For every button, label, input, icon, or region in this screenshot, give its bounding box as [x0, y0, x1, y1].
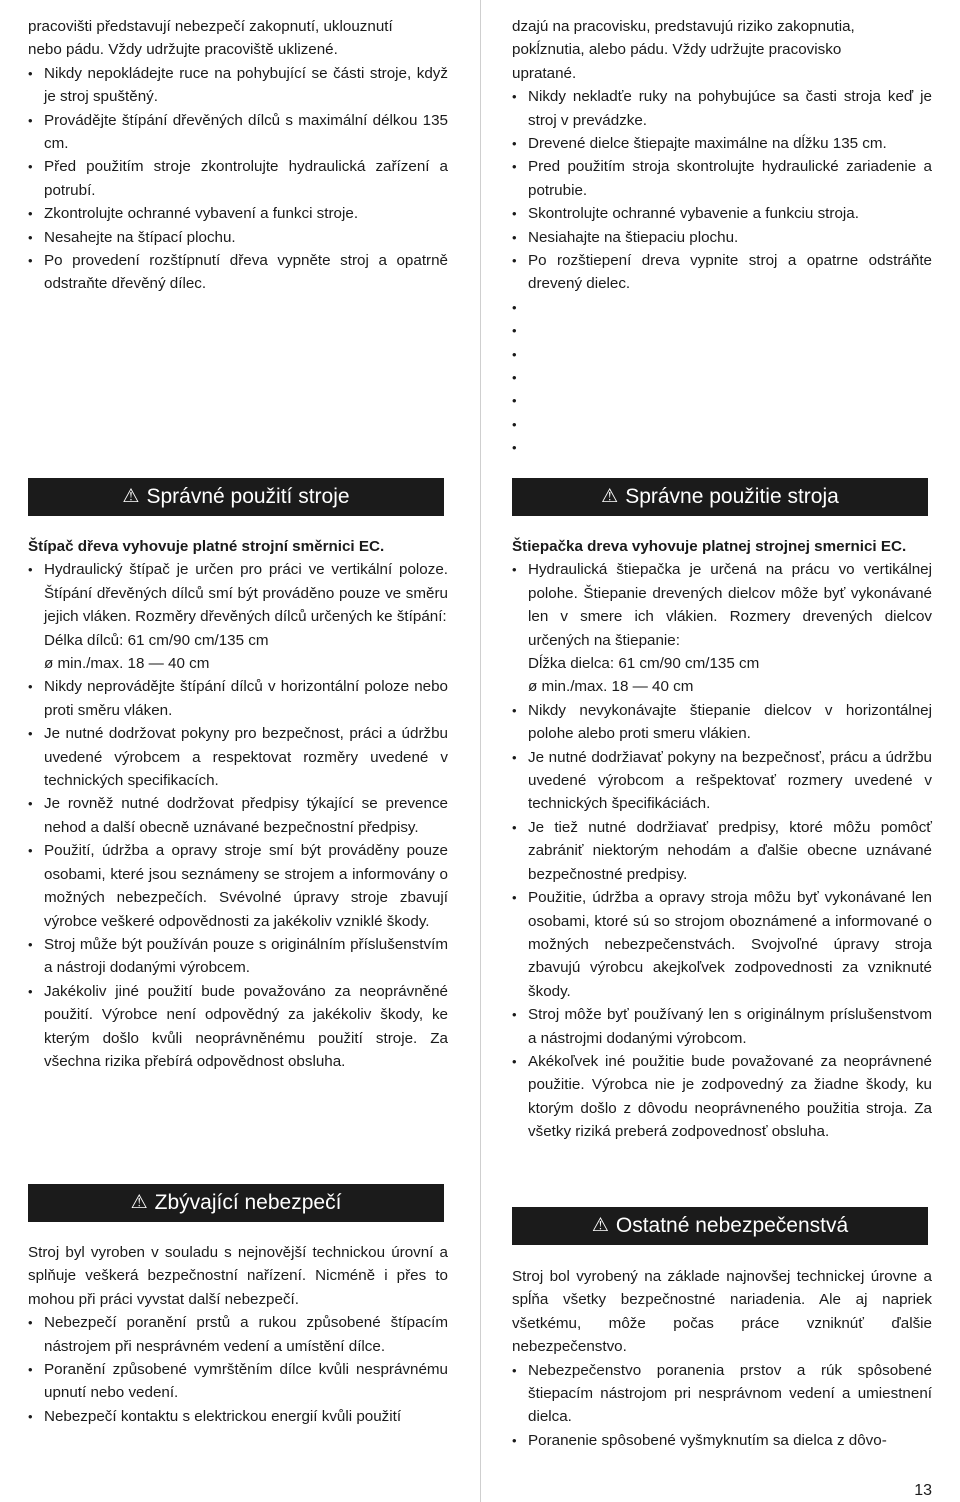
column-czech [28, 0, 448, 1425]
empty-bullet [512, 413, 932, 436]
risk-list [512, 1359, 932, 1453]
section-heading-text: Správne použitie stroja [625, 485, 839, 508]
dimension-diameter: ø min./max. 18 — 40 cm [528, 678, 694, 696]
empty-bullet [512, 343, 932, 366]
intro-line: nebo pádu. Vždy udržujte pracoviště uklizené. [28, 41, 338, 59]
list-item: • Po rozštiepení dreva vypnite stroj a opatrne odstráňte drevený dielec. [512, 249, 932, 296]
proper-use-list [512, 558, 932, 1143]
empty-bullet [512, 389, 932, 412]
risk-list [28, 1311, 448, 1428]
intro-line: pracovišti představují nebezpečí zakopnutí, uklouznutí [28, 18, 393, 35]
proper-use-section [512, 535, 932, 1144]
list-item: • Je nutné dodržovat pokyny pro bezpečnost, práci a údržbu uvedené výrobcem a respektovat rozměry uvedené v technických specifikacích. [28, 722, 448, 792]
list-item: • Skontrolujte ochranné vybavenie a funkciu stroja. [512, 202, 932, 225]
empty-bullet-list [512, 296, 932, 460]
section-heading-residual-risks [28, 1184, 444, 1222]
list-item: • Nebezpečenstvo poranenia prstov a rúk spôsobené štiepacím nástrojom pri nesprávnom vedení a umiestnení dielca. [512, 1359, 932, 1429]
list-item: • Jakékoliv jiné použití bude považováno za neoprávněné použití. Výrobce není odpovědný za jakékoliv škody, ke kterým došlo kvůli neoprávněnému použití stroje. Za všechna rizika přebírá odpovědnost obsluha. [28, 980, 448, 1074]
list-item: • Nesahejte na štípací plochu. [28, 226, 448, 249]
residual-risks-section [512, 1265, 932, 1452]
list-item: • Nikdy nepokládejte ruce na pohybující se části stroje, když je stroj spuštěný. [28, 62, 448, 109]
list-item: • Drevené dielce štiepajte maximálne na dĺžku 135 cm. [512, 132, 932, 155]
column-divider [480, 0, 481, 1502]
page-number: 13 [914, 1482, 932, 1499]
list-item: • Zkontrolujte ochranné vybavení a funkci stroje. [28, 202, 448, 225]
intro-bullet-list [512, 85, 932, 296]
intro-line: dzajú na pracovisku, predstavujú riziko zakopnutia, [512, 18, 855, 35]
section-heading-residual-risks [512, 1207, 928, 1245]
column-slovak [512, 0, 932, 1449]
empty-bullet [512, 296, 932, 319]
list-item: • Použití, údržba a opravy stroje smí být prováděny pouze osobami, které jsou seznámeny se strojem a informovány o možných nebezpečích. Svévolné úpravy stroje zbavují výrobce veškeré odpovědnosti za jakékoliv vzniklé škody. [28, 839, 448, 933]
list-item: • Po provedení rozštípnutí dřeva vypněte stroj a opatrně odstraňte dřevěný dílec. [28, 249, 448, 296]
list-item: • Poranění způsobené vymrštěním dílce kvůli nesprávnému upnutí nebo vedení. [28, 1358, 448, 1405]
section-heading-text: Ostatné nebezpečenstvá [615, 1214, 849, 1237]
list-item: • Nesiahajte na štiepaciu plochu. [512, 226, 932, 249]
intro-line: upratané. [512, 64, 577, 82]
list-item: • Použitie, údržba a opravy stroja môžu byť vykonávané len osobami, ktoré sú so strojom oboznámené a informované o možných nebezpečenstvách. Svojvoľné úpravy stroja zbavujú výrobcu akejkoľvek zodpovednosti za vzniknuté škody. [512, 886, 932, 1003]
empty-bullet [512, 436, 932, 459]
list-item [512, 558, 932, 698]
section-heading-proper-use [28, 478, 444, 516]
list-item: • Nikdy nekladťe ruky na pohybujúce sa časti stroja keď je stroj v prevádzke. [512, 85, 932, 132]
intro-bullet-list [28, 62, 448, 296]
list-item: • Stroj môže byť používaný len s originálnym príslušenstvom a nástrojmi dodanými výrobcom. [512, 1003, 932, 1050]
proper-use-section [28, 535, 448, 1073]
dimension-length: Délka dílců: 61 cm/90 cm/135 cm [44, 631, 269, 649]
dimension-length: Dĺžka dielca: 61 cm/90 cm/135 cm [528, 655, 760, 673]
list-item: • Nebezpečí kontaktu s elektrickou energií kvůli použití [28, 1405, 448, 1428]
list-item: • Nikdy neprovádějte štípání dílců v horizontální poloze nebo proti směru vláken. [28, 675, 448, 722]
section-heading-text: Správné použití stroje [146, 485, 350, 508]
lead-text: Štípač dřeva vyhovuje platné strojní směrnici EC. [28, 538, 385, 555]
warning-icon: ⚠ [130, 1191, 148, 1213]
list-item: • Nebezpečí poranění prstů a rukou způsobené štípacím nástrojem při nesprávném vedení a umístění dílce. [28, 1311, 448, 1358]
list-item: • Pred použitím stroja skontrolujte hydraulické zariadenie a potrubie. [512, 155, 932, 202]
list-item [28, 558, 448, 675]
section-heading-text: Zbývající nebezpečí [154, 1191, 342, 1214]
intro-line: pokĺznutia, alebo pádu. Vždy udržujte pracovisko [512, 41, 842, 59]
empty-bullet [512, 319, 932, 342]
list-item: • Je rovněž nutné dodržovat předpisy týkající se prevence nehod a další obecně uznávané bezpečnostní předpisy. [28, 792, 448, 839]
warning-icon: ⚠ [591, 1214, 609, 1236]
lead-text: Štiepačka dreva vyhovuje platnej strojnej smernici EC. [512, 538, 907, 555]
list-item: • Před použitím stroje zkontrolujte hydraulická zařízení a potrubí. [28, 155, 448, 202]
residual-risks-section [28, 1241, 448, 1428]
warning-icon: ⚠ [122, 485, 140, 507]
proper-use-list [28, 558, 448, 1073]
empty-bullet [512, 366, 932, 389]
list-item-text: Hydraulický štípač je určen pro práci ve vertikální poloze. Štípání dřevěných dílců smí být prováděno pouze ve směru jejich vláken. Rozměry dřevěných dílců určených ke štípání: [44, 561, 448, 626]
list-item: • Stroj může být používán pouze s originálním příslušenstvím a nástroji dodanými výrobcem. [28, 933, 448, 980]
list-item: • Je nutné dodržiavať pokyny na bezpečnosť, prácu a údržbu uvedené výrobcom a rešpektovať rozmery uvedené v technických špecifikáciách. [512, 746, 932, 816]
dimension-diameter: ø min./max. 18 — 40 cm [44, 655, 210, 673]
risk-intro: Stroj bol vyrobený na základe najnovšej technickej úrovne a spĺňa všetky bezpečnostné nariadenia. Ale aj napriek všetkému, môže počas práce vzniknúť ďalšie nebezpečenstvo. [512, 1268, 932, 1356]
list-item: • Je tiež nutné dodržiavať predpisy, ktoré môžu pomôcť zabrániť niektorým nehodám a ďalšie obecne uznávané bezpečnostné predpisy. [512, 816, 932, 886]
list-item-text: Hydraulická štiepačka je určená na prácu vo vertikálnej polohe. Štiepanie drevených dielcov môže byť vykonávané len v smere ich vlákien. Rozmery drevených dielcov určených na štiepanie: [528, 561, 932, 649]
list-item: • Nikdy nevykonávajte štiepanie dielcov v horizontálnej polohe alebo proti smeru vlákien. [512, 699, 932, 746]
list-item: • Poranenie spôsobené vyšmyknutím sa dielca z dôvo- [512, 1429, 932, 1452]
list-item: • Provádějte štípání dřevěných dílců s maximální délkou 135 cm. [28, 109, 448, 156]
section-heading-proper-use [512, 478, 928, 516]
list-item: • Akékoľvek iné použitie bude považované za neoprávnené použitie. Výrobca nie je zodpovedný za žiadne škody, ku ktorým došlo z dôvodu neoprávneného použitia stroja. Za všetky riziká preberá zodpovednosť obsluha. [512, 1050, 932, 1144]
warning-icon: ⚠ [601, 485, 619, 507]
risk-intro: Stroj byl vyroben v souladu s nejnovější technickou úrovní a splňuje veškerá bezpečnostní nařízení. Nicméně i přes to mohou při práci vyvstat další nebezpečí. [28, 1244, 448, 1308]
